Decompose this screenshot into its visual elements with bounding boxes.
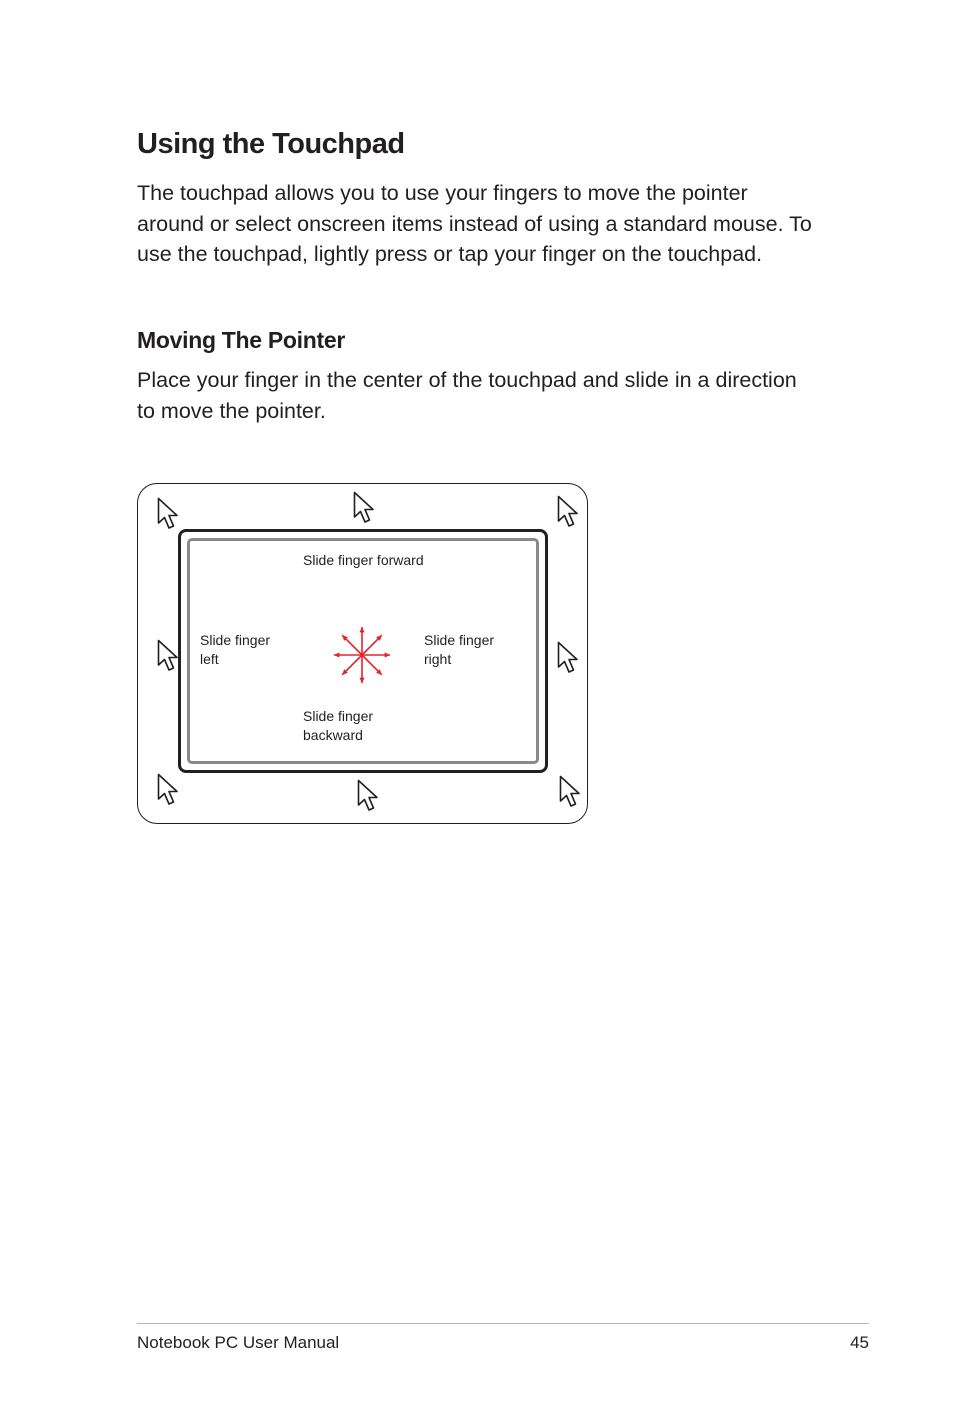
label-left-line2: left <box>200 651 219 667</box>
section-title: Moving The Pointer <box>137 327 345 353</box>
cursor-icon <box>357 779 379 815</box>
cursor-icon <box>157 497 179 533</box>
intro-paragraph: The touchpad allows you to use your fingers to move the pointer around or select onscreen items instead of using a standard mouse. To use the touchpad, lightly press or tap your finger on the touchpad. <box>137 181 812 266</box>
arrow-head <box>385 652 390 657</box>
label-back-line1: Slide finger <box>303 708 374 724</box>
direction-arrows-icon <box>330 623 394 687</box>
cursor-icon <box>557 495 579 531</box>
label-backward <box>303 707 403 745</box>
cursor-icon <box>353 491 375 527</box>
label-back-line2: backward <box>303 727 363 743</box>
label-forward: Slide finger forward <box>303 552 424 568</box>
page-title: Using the Touchpad <box>137 128 405 160</box>
label-right-line2: right <box>424 651 452 667</box>
label-right <box>424 631 514 669</box>
cursor-icon <box>557 641 579 677</box>
arrow-head <box>359 678 364 683</box>
cursor-icon <box>157 639 179 675</box>
footer-divider <box>137 1323 869 1324</box>
page-number: 45 <box>850 1333 869 1352</box>
footer-manual-title: Notebook PC User Manual <box>137 1333 340 1352</box>
label-left-line1: Slide finger <box>200 632 271 648</box>
arrow-head <box>359 627 364 632</box>
pointer-paragraph: Place your finger in the center of the touchpad and slide in a direction to move the pointer. <box>137 368 797 423</box>
arrow-head <box>334 652 339 657</box>
touchpad-diagram <box>137 483 589 825</box>
label-left <box>200 631 290 669</box>
label-right-line1: Slide finger <box>424 632 495 648</box>
cursor-icon <box>157 773 179 809</box>
cursor-icon <box>559 775 581 811</box>
